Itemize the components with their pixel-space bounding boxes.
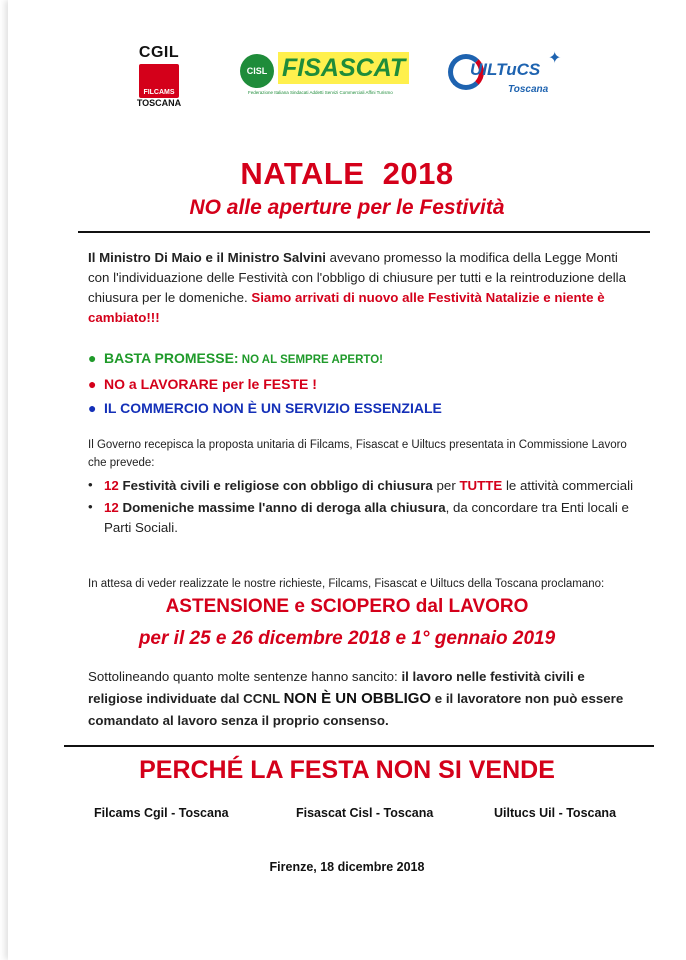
item-bold: Domeniche massime l'anno di deroga alla chiusura [118,500,446,515]
intro-paragraph [88,248,640,328]
cisl-badge-icon: CISL [240,54,274,88]
intro-text: avevano promesso la modifica della Legge Monti con l'individuazione delle Festività con l'obbligo di chiusure per tutti e la reintroduzione della chiusura per le domeniche. [88,250,627,305]
bullet-main: IL COMMERCIO NON È UN SERVIZIO ESSENZIALE [104,400,442,416]
signature-filcams: Filcams Cgil - Toscana [94,806,229,820]
item-number: 12 [104,500,119,515]
bullet-main: BASTA PROMESSE: [104,350,239,366]
proposal-item: • 12 Festività civili e religiose con obbligo di chiusura per TUTTE le attività commerciali [88,477,634,493]
item-text: , da concordare tra Enti locali e Parti Sociali. [104,500,629,535]
item-red: TUTTE [459,478,503,493]
signature-fisascat: Fisascat Cisl - Toscana [296,806,434,820]
slogan: PERCHÉ LA FESTA NON SI VENDE [139,756,555,784]
fisascat-name: FISASCAT [278,52,409,84]
item-text: per [432,478,460,493]
cgil-region: TOSCANA [136,98,182,108]
proposal-intro: Il Governo recepisca la proposta unitaria di Filcams, Fisascat e Uiltucs presentata in Commissione Lavoro che prevede: [88,439,627,469]
waiting-text: In attesa di veder realizzate le nostre richieste, Filcams, Fisascat e Uiltucs della Toscana proclamano: [88,578,605,590]
item-end: le attività commerciali [502,478,634,493]
page-subtitle: NO alle aperture per le Festività [189,196,505,219]
closing-bold: il lavoro nelle festività civili e religiose individuate dal CCNL [88,669,585,706]
top-divider [78,231,650,233]
strike-heading: ASTENSIONE e SCIOPERO dal LAVORO [165,596,529,617]
item-number: 12 [104,478,119,493]
proposal-list [88,476,640,540]
cgil-brand: FILCAMS [143,89,175,96]
bullet-list [88,346,648,420]
cgil-title: CGIL [138,44,180,61]
cgil-filcams-logo [134,44,184,108]
closing-paragraph [88,666,640,732]
bullet-item: ● NO a LAVORARE per le FESTE ! [88,376,317,392]
item-bold: Festività civili e religiose con obbligo di chiusura [118,478,433,493]
logo-row [8,40,686,120]
bottom-divider [64,745,654,747]
intro-bold: Il Ministro Di Maio e il Ministro Salvini [88,250,326,265]
closing-emphasis: NON È UN OBBLIGO [283,690,432,707]
bullet-main: NO a LAVORARE per le FESTE ! [104,376,317,392]
bullet-item: ● IL COMMERCIO NON È UN SERVIZIO ESSENZIALE [88,400,442,416]
cgil-emblem-icon [139,64,179,98]
bullet-item: ● BASTA PROMESSE: NO AL SEMPRE APERTO! [88,350,383,366]
closing-text: Sottolineando quanto molte sentenze hanno sancito: [88,669,402,684]
uiltucs-name: UILTuCS [470,60,541,79]
fisascat-tagline: Federazione Italiana Sindacati Addetti Servizi Commerciali Affini Turismo [248,90,393,95]
signature-uiltucs: Uiltucs Uil - Toscana [494,806,617,820]
fisascat-logo [240,52,420,98]
bullet-extra: NO AL SEMPRE APERTO! [238,354,383,366]
page-title: NATALE 2018 [240,156,454,191]
proposal-item: • 12 Domeniche massime l'anno di deroga alla chiusura, da concordare tra Enti locali e Parti Sociali. [88,499,629,535]
closing-bold-end: e il lavoratore non può essere comandato al lavoro senza il proprio consenso. [88,691,624,728]
uiltucs-logo [448,48,578,98]
pegasus-icon: ✦ [548,50,562,67]
intro-highlight: Siamo arrivati di nuovo alle Festività Natalizie e niente è cambiato!!! [88,290,605,325]
document-page [8,0,686,960]
strike-dates: per il 25 e 26 dicembre 2018 e 1° gennaio 2019 [138,628,556,649]
uiltucs-region: Toscana [508,84,549,95]
document-date: Firenze, 18 dicembre 2018 [269,860,425,874]
